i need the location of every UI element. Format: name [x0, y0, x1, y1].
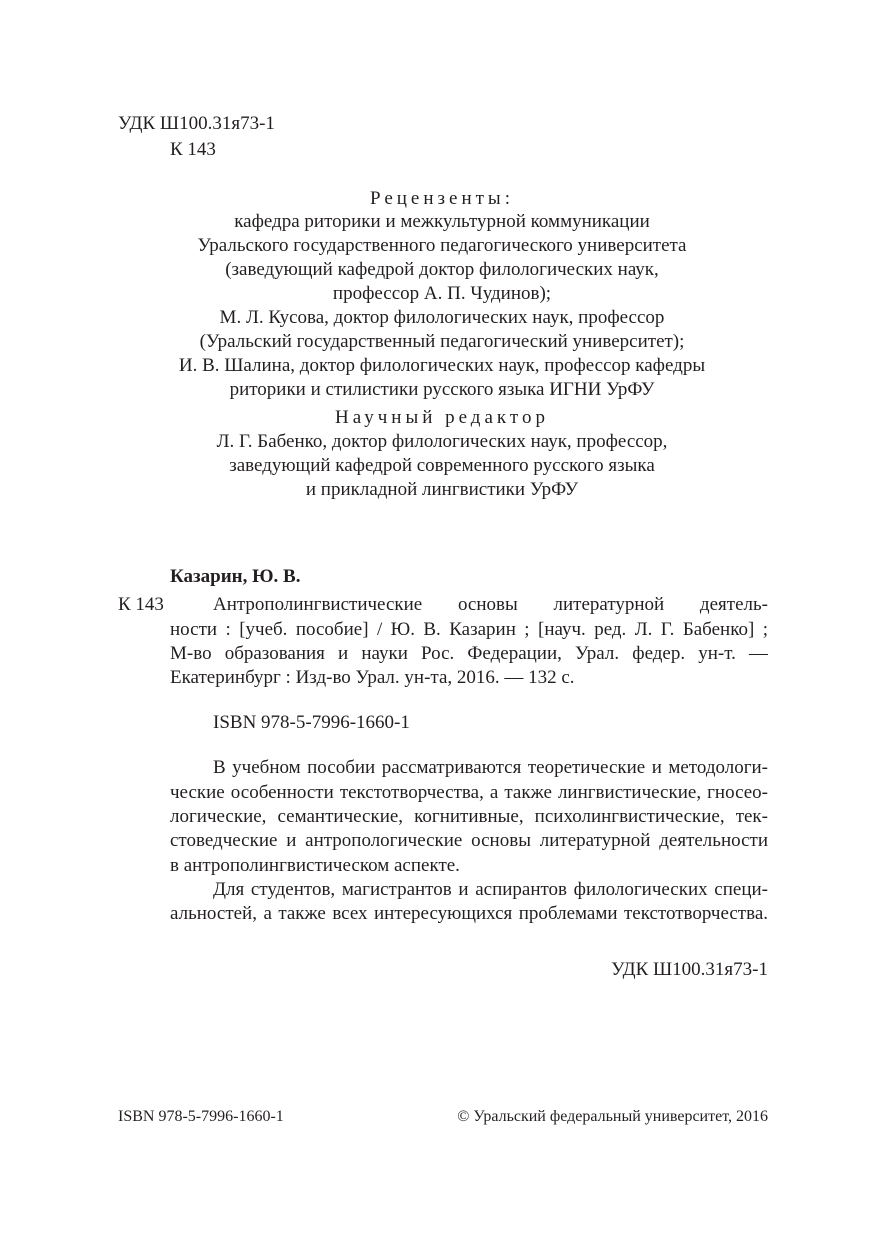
reviewer-line: риторики и стилистики русского языка ИГНИ УрФУ [229, 379, 655, 400]
udk-header: УДК Ш100.31я73-1 [118, 113, 275, 134]
footer-copyright: © Уральский федеральный университет, 2016 [457, 1108, 768, 1125]
editor-line: заведующий кафедрой современного русского языка [229, 455, 655, 476]
record-code: К 143 [118, 594, 164, 615]
abstract-line: ческие особенности текстотворчества, а также лингвистические, гносео- [170, 782, 768, 803]
reviewer-line: профессор А. П. Чудинов); [332, 283, 552, 304]
footer-isbn: ISBN 978-5-7996-1660-1 [118, 1108, 284, 1125]
abstract-line: в антрополингвистическом аспекте. [170, 855, 460, 876]
editor-line: и прикладной лингвистики УрФУ [305, 479, 579, 500]
reviewer-line: (Уральский государственный педагогический университет); [199, 331, 685, 352]
abstract-line: В учебном пособии рассматриваются теоретические и методологи- [213, 757, 768, 778]
reviewer-line: И. В. Шалина, доктор филологических наук, профессор кафедры [178, 355, 706, 376]
abstract-line: логические, семантические, когнитивные, психолингвистические, тек- [170, 806, 768, 827]
abstract-line: Для студентов, магистрантов и аспирантов филологических специ- [213, 879, 768, 900]
reviewers-title: Рецензенты: [370, 188, 514, 209]
record-isbn: ISBN 978-5-7996-1660-1 [213, 712, 410, 733]
record-line: ности : [учеб. пособие] / Ю. В. Казарин ; [науч. ред. Л. Г. Бабенко] ; [170, 619, 768, 640]
reviewer-line: М. Л. Кусова, доктор филологических наук, профессор [219, 307, 665, 328]
record-line: Антрополингвистические основы литературной деятель- [213, 594, 768, 615]
record-author: Казарин, Ю. В. [170, 566, 301, 587]
editor-title: Научный редактор [335, 407, 549, 428]
record-line: Екатеринбург : Изд-во Урал. ун-та, 2016. — 132 с. [170, 667, 575, 688]
abstract-line: стоведческие и антропологические основы литературной деятельности [170, 830, 768, 851]
udk-footer: УДК Ш100.31я73-1 [611, 959, 768, 980]
reviewer-line: (заведующий кафедрой доктор филологических наук, [225, 259, 659, 280]
record-line: М-во образования и науки Рос. Федерации, Урал. федер. ун-т. — [170, 643, 768, 664]
reviewer-line: кафедра риторики и межкультурной коммуникации [234, 211, 650, 232]
editor-line: Л. Г. Бабенко, доктор филологических наук, профессор, [216, 431, 668, 452]
author-code: К 143 [170, 139, 216, 160]
abstract-line: альностей, а также всех интересующихся проблемами текстотворчества. [170, 903, 768, 924]
reviewer-line: Уральского государственного педагогического университета [197, 235, 687, 256]
